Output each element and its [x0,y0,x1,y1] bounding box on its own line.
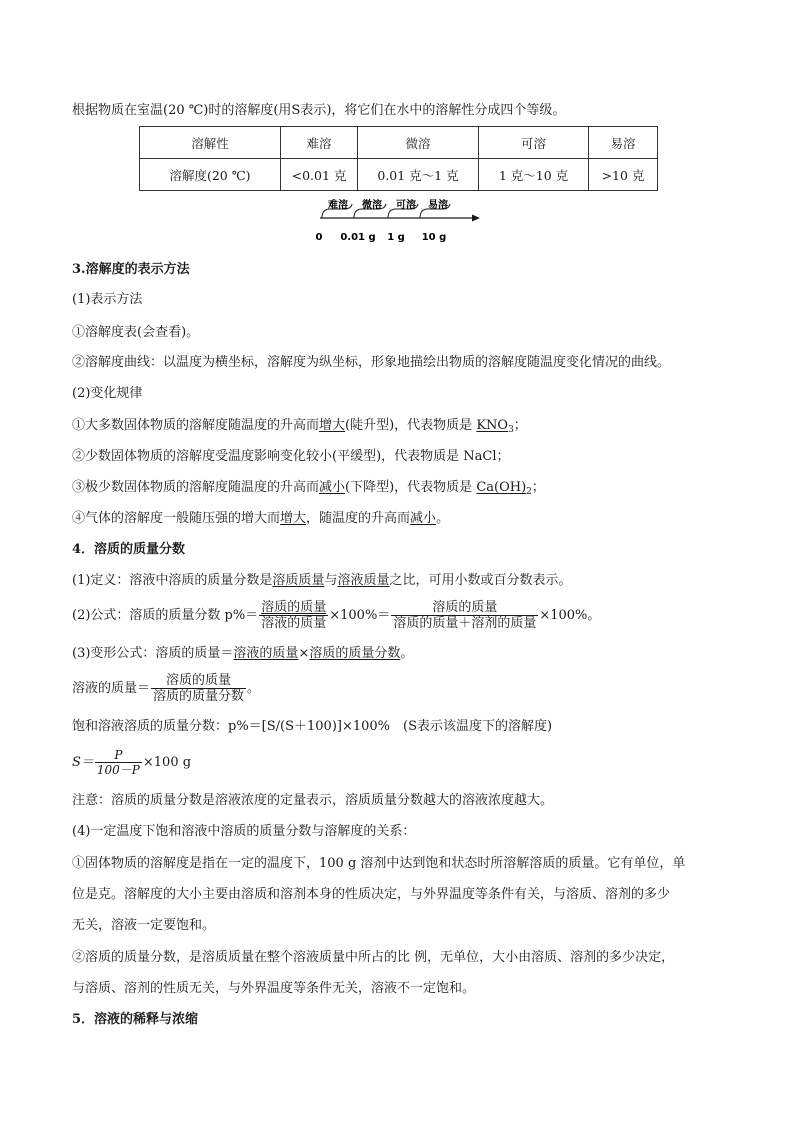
table-cell: 溶解性 [140,127,281,159]
relation-heading: (4)一定温度下饱和溶液中溶质的质量分数与溶解度的关系： [72,824,416,839]
relation-2-line-1: ②溶质的质量分数，是溶质质量在整个溶液质量中所占的比 例，无单位，大小由溶质、溶剂的多少决定， [72,950,675,965]
table-cell: 微溶 [358,127,479,159]
s3-p1b: ②溶解度曲线：以温度为横坐标，溶解度为纵坐标，形象地描绘出物质的溶解度随温度变化情况的曲线。 [72,355,671,370]
axis-label-bottom: 10 g [421,232,447,243]
axis-label-top: 可溶 [396,200,416,211]
axis-label-top: 微溶 [362,200,382,211]
rule-1: ①大多数固体物质的溶解度随温度的升高而增大(陡升型)，代表物质是 $KNO_3$； [72,418,527,435]
fraction: $\frac{\text{溶质的质量}}{\text{溶质的质量＋溶剂的质量}}$ [393,599,537,631]
s3-p1: (1)表示方法 [72,292,143,307]
solubility-table [139,126,658,191]
table-cell: 0.01 克～1 克 [358,159,479,191]
table-cell: 易溶 [589,127,658,159]
axis-label-bottom: 0.01 g [340,232,376,243]
fraction: $\frac{\text{溶质的质量}}{\text{溶液的质量}}$ [261,599,327,631]
rule-3: ③极少数固体物质的溶解度随温度的升高而减小(下降型)，代表物质是 $Ca(OH)_2$； [72,480,545,497]
transform-formula: (3)变形公式：溶质的质量＝溶液的质量×溶质的质量分数。 [72,646,414,661]
formula-line: (2)公式：溶质的质量分数 p%＝ $\frac{\text{溶质的质量}}{\text{溶液的质量}}$ ×100%＝ $\frac{\text{溶质的质量}}{\text{溶质的质量＋溶剂的质量}}$ ×100%。 [72,599,601,631]
table-row [140,159,658,191]
table-row [140,127,658,159]
s-formula: S＝ $\frac{P}{100-P}$ ×100 g [72,747,192,777]
saturated-formula: 饱和溶液溶质的质量分数：p%＝[S/(S＋100)]×100% (S表示该温度下的溶解度) [72,719,553,734]
section-5-title: 5．溶液的稀释与浓缩 [72,1012,199,1027]
relation-2-line-2: 与溶质、溶剂的性质无关，与外界温度等条件无关，溶液不一定饱和。 [72,981,476,996]
solubility-axis-diagram [310,196,485,246]
table-cell: 可溶 [479,127,589,159]
axis-label-top: 易溶 [428,200,448,211]
axis-label-bottom: 1 g [387,232,405,243]
arrow-head [472,215,480,222]
note: 注意：溶质的质量分数是溶液浓度的定量表示，溶质质量分数越大的溶液浓度越大。 [72,793,554,808]
s3-p2: (2)变化规律 [72,386,143,401]
axis-label-top: 难溶 [328,200,348,211]
rule-2: ②少数固体物质的溶解度受温度影响变化较小(平缓型)，代表物质是 NaCl； [72,449,510,464]
section-3-title: 3.溶解度的表示方法 [72,262,190,277]
table-cell: <0.01 克 [281,159,358,191]
table-cell: >10 克 [589,159,658,191]
fraction: $\frac{\text{溶质的质量}}{\text{溶质的质量分数}}$ [153,672,245,704]
relation-1-line-1: ①固体物质的溶解度是指在一定的温度下，100 g 溶剂中达到饱和状态时所溶解溶质的质量。它有单位，单 [72,856,686,871]
definition: (1)定义：溶液中溶质的质量分数是溶质质量与溶液质量之比，可用小数或百分数表示。 [72,573,572,588]
section-4-title: 4．溶质的质量分数 [72,542,186,557]
axis-label-bottom: 0 [315,232,323,243]
fraction: $\frac{P}{100-P}$ [96,747,140,777]
solution-mass-formula: 溶液的质量＝ $\frac{\text{溶质的质量}}{\text{溶质的质量分数}}$ 。 [72,672,261,704]
table-cell: 溶解度(20 ℃) [140,159,281,191]
table-cell: 1 克～10 克 [479,159,589,191]
table-cell: 难溶 [281,127,358,159]
relation-1-line-3: 无关，溶液一定要饱和。 [72,918,216,933]
relation-1-line-2: 位是克。溶解度的大小主要由溶质和溶剂本身的性质决定，与外界温度等条件有关，与溶质、溶剂的多少 [72,887,671,902]
rule-4: ④气体的溶解度一般随压强的增大而增大，随温度的升高而减小。 [72,511,450,526]
intro-text: 根据物质在室温(20 ℃)时的溶解度(用S表示)，将它们在水中的溶解性分成四个等级。 [72,103,566,118]
s3-p1a: ①溶解度表(会查看)。 [72,325,200,340]
